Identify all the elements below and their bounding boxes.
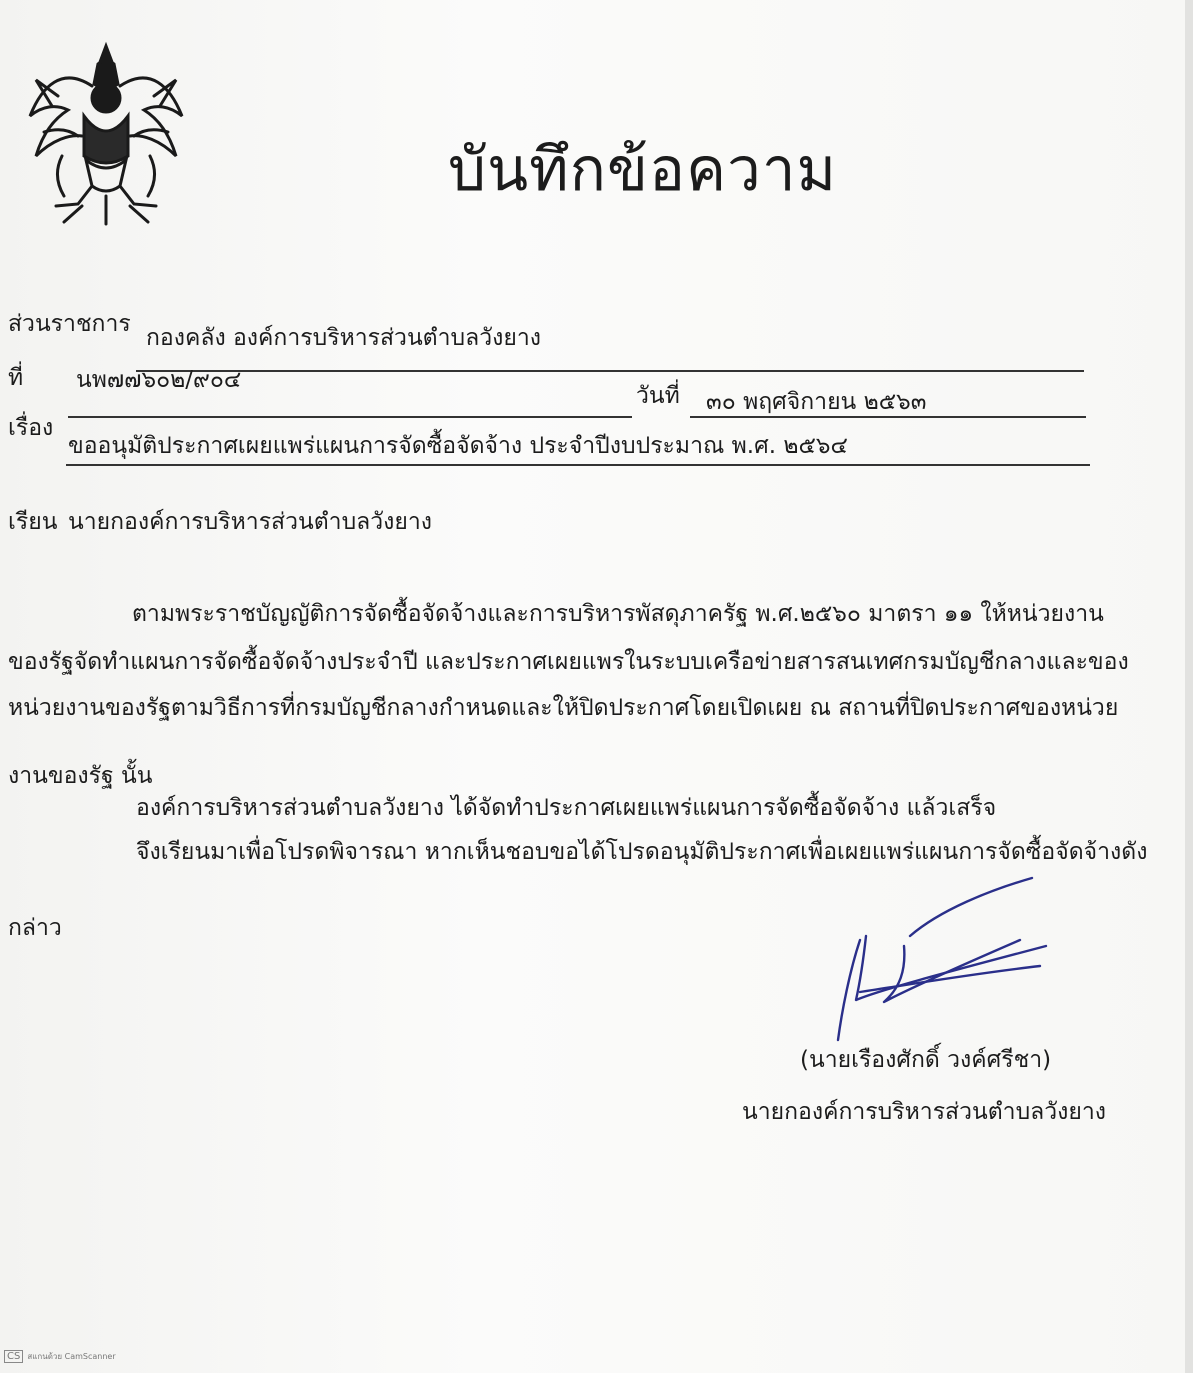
ref-number: นพ๗๗๖๐๒/๙๐๔ bbox=[76, 367, 242, 393]
camscanner-text: สแกนด้วย CamScanner bbox=[27, 1352, 116, 1361]
garuda-emblem-icon bbox=[22, 36, 190, 232]
paper-edge bbox=[1185, 0, 1193, 1373]
body-line-6: จึงเรียนมาเพื่อโปรดพิจารณา หากเห็นชอบขอได้โปรดอนุมัติประกาศเพื่อเผยแพร่แผนการจัดซื้อจัดจ้างดัง bbox=[136, 839, 1148, 865]
agency-label: ส่วนราชการ bbox=[8, 311, 131, 337]
subject-value: ขออนุมัติประกาศเผยแพร่แผนการจัดซื้อจัดจ้าง ประจำปีงบประมาณ พ.ศ. ๒๕๖๔ bbox=[68, 433, 848, 459]
body-line-1: ตามพระราชบัญญัติการจัดซื้อจัดจ้างและการบริหารพัสดุภาครัฐ พ.ศ.๒๕๖๐ มาตรา ๑๑ ให้หน่วยงาน bbox=[132, 601, 1104, 627]
date-label: วันที่ bbox=[636, 383, 680, 409]
memo-title: บันทึกข้อความ bbox=[448, 135, 838, 205]
to-label: เรียน bbox=[8, 509, 58, 535]
camscanner-icon: CS bbox=[4, 1350, 23, 1363]
to-value: นายกองค์การบริหารส่วนตำบลวังยาง bbox=[68, 509, 433, 535]
ref-label: ที่ bbox=[8, 365, 24, 391]
body-line-2: ของรัฐจัดทำแผนการจัดซื้อจัดจ้างประจำปี และประกาศเผยแพรในระบบเครือข่ายสารสนเทศกรมบัญชีกลางและของ bbox=[8, 649, 1129, 675]
agency-underline bbox=[136, 370, 1084, 372]
subject-underline bbox=[66, 464, 1090, 466]
camscanner-watermark bbox=[4, 1350, 116, 1363]
ref-underline bbox=[68, 416, 632, 418]
subject-label: เรื่อง bbox=[8, 415, 54, 441]
body-line-5: องค์การบริหารส่วนตำบลวังยาง ได้จัดทำประกาศเผยแพร่แผนการจัดซื้อจัดจ้าง แล้วเสร็จ bbox=[136, 795, 997, 821]
date-value: ๓๐ พฤศจิกายน ๒๕๖๓ bbox=[706, 389, 927, 415]
body-line-4: งานของรัฐ นั้น bbox=[8, 763, 153, 789]
signature-icon bbox=[820, 870, 1060, 1050]
agency-value: กองคลัง องค์การบริหารส่วนตำบลวังยาง bbox=[146, 325, 541, 351]
signer-position: นายกองค์การบริหารส่วนตำบลวังยาง bbox=[742, 1099, 1107, 1125]
date-underline bbox=[690, 416, 1086, 418]
body-line-7: กล่าว bbox=[8, 915, 62, 941]
body-line-3: หน่วยงานของรัฐตามวิธีการที่กรมบัญชีกลางกำหนดและให้ปิดประกาศโดยเปิดเผย ณ สถานที่ปิดประกาศของหน่วย bbox=[8, 695, 1119, 721]
signer-name: (นายเรืองศักดิ์ วงค์ศรีชา) bbox=[800, 1047, 1052, 1073]
